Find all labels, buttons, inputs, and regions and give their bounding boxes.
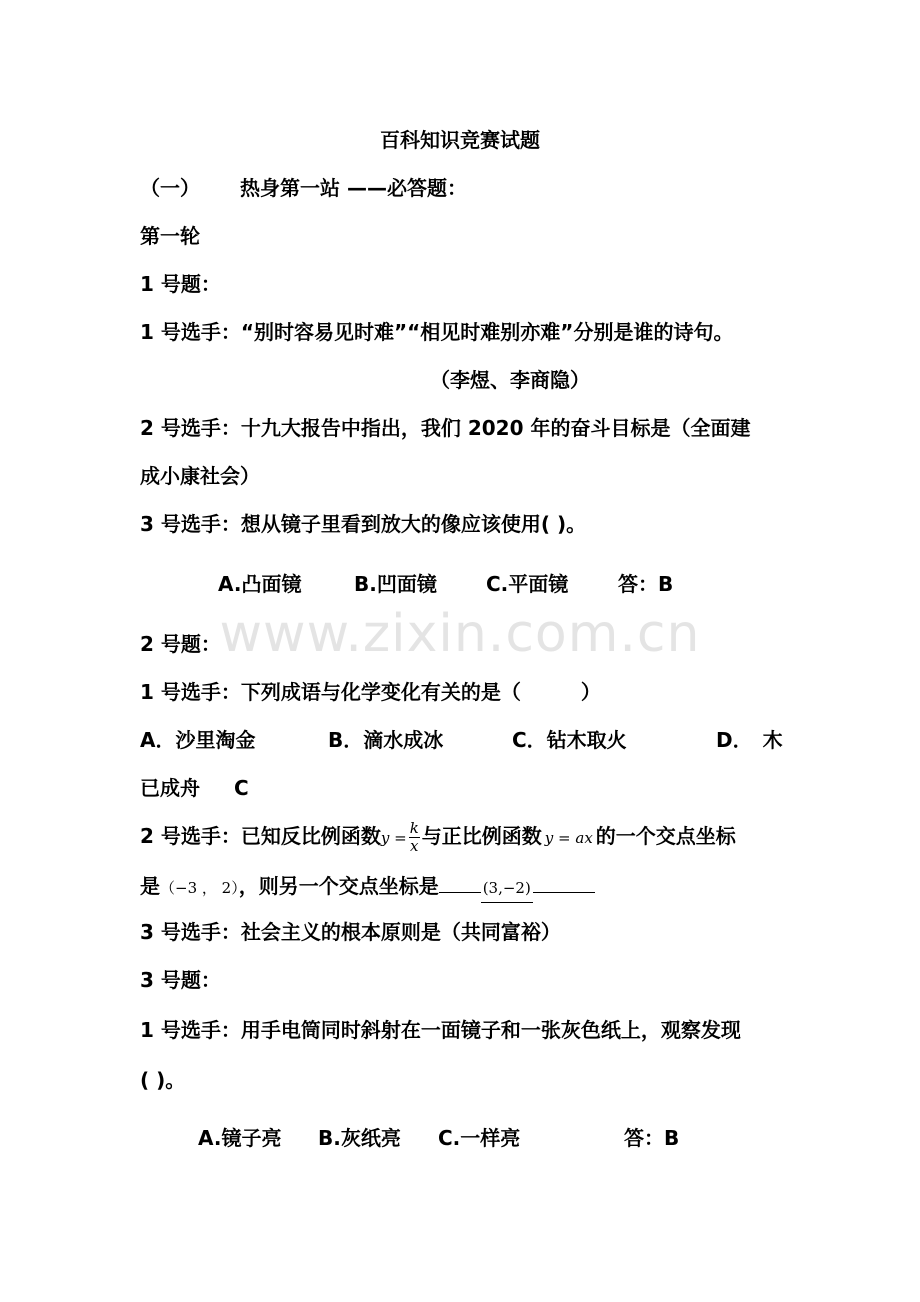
section-number: （一）	[140, 176, 200, 200]
q1-player-1: 1 号选手：“别时容易见时难”“相见时难别亦难”分别是谁的诗句。	[140, 320, 734, 344]
q1-player-2-line1: 2 号选手：十九大报告中指出，我们 2020 年的奋斗目标是（全面建	[140, 416, 751, 440]
q2-player-2-line2-middle: ，则另一个交点坐标是	[238, 874, 439, 898]
q2-player-1-answer: C	[234, 776, 249, 800]
blank-left	[439, 870, 481, 893]
q1-option-b: B.凹面镜	[354, 572, 437, 596]
q2-option-d: D． 木	[716, 728, 783, 752]
formula-direct: y = ax	[544, 829, 593, 847]
q2-player-1: 1 号选手：下列成语与化学变化有关的是（ ）	[140, 680, 601, 704]
q2-player-2-suffix: 的一个交点坐标	[595, 824, 736, 848]
q3-answer: 答：B	[624, 1126, 680, 1150]
q1-option-c: C.平面镜	[486, 572, 569, 596]
question-3-label: 3 号题：	[140, 968, 221, 992]
q1-option-a: A.凸面镜	[218, 572, 302, 596]
q2-player-3: 3 号选手：社会主义的根本原则是（共同富裕）	[140, 920, 561, 944]
q2-player-2-answer: (3,−2)	[481, 874, 533, 903]
document-title: 百科知识竞赛试题	[380, 128, 540, 152]
q2-option-c: C．钻木取火	[512, 728, 627, 752]
q1-player-3: 3 号选手：想从镜子里看到放大的像应该使用( )。	[140, 512, 587, 536]
q2-player-2-prefix: 2 号选手：已知反比例函数	[140, 824, 381, 848]
q2-player-2-line2	[140, 870, 595, 903]
q2-player-1-line2	[140, 774, 249, 802]
section-name: 热身第一站 ——必答题：	[240, 176, 467, 200]
q1-player-2-line2: 成小康社会）	[140, 464, 260, 488]
q3-player-1-line2: ( )。	[140, 1068, 186, 1092]
q2-option-b: B．滴水成冰	[328, 728, 444, 752]
round-label: 第一轮	[140, 224, 200, 248]
q3-option-c: C.一样亮	[438, 1126, 521, 1150]
given-point: （−3 ， 2）	[160, 879, 239, 897]
question-2-label: 2 号题：	[140, 632, 221, 656]
q2-player-2-middle: 与正比例函数	[421, 824, 542, 848]
q2-player-2-line1	[140, 818, 736, 856]
q1-player-1-answer: （李煜、李商隐）	[430, 368, 590, 392]
fraction-numerator: k	[409, 819, 419, 837]
section-heading	[140, 174, 467, 202]
formula-inverse-lhs: y =	[380, 829, 407, 847]
fraction-denominator: x	[410, 837, 419, 855]
q3-option-a: A.镜子亮	[198, 1126, 282, 1150]
q1-answer: 答：B	[618, 572, 674, 596]
q3-option-b: B.灰纸亮	[318, 1126, 401, 1150]
q2-player-2-line2-prefix: 是	[140, 874, 160, 898]
q3-player-1-line1: 1 号选手：用手电筒同时斜射在一面镜子和一张灰色纸上，观察发现	[140, 1018, 741, 1042]
formula-inverse-fraction	[409, 820, 420, 855]
blank-right	[533, 870, 595, 893]
q2-option-a: A．沙里淘金	[140, 728, 256, 752]
q2-option-d-continued: 已成舟	[140, 776, 200, 800]
watermark: www.zixin.com.cn	[219, 604, 701, 664]
question-1-label: 1 号题：	[140, 272, 221, 296]
